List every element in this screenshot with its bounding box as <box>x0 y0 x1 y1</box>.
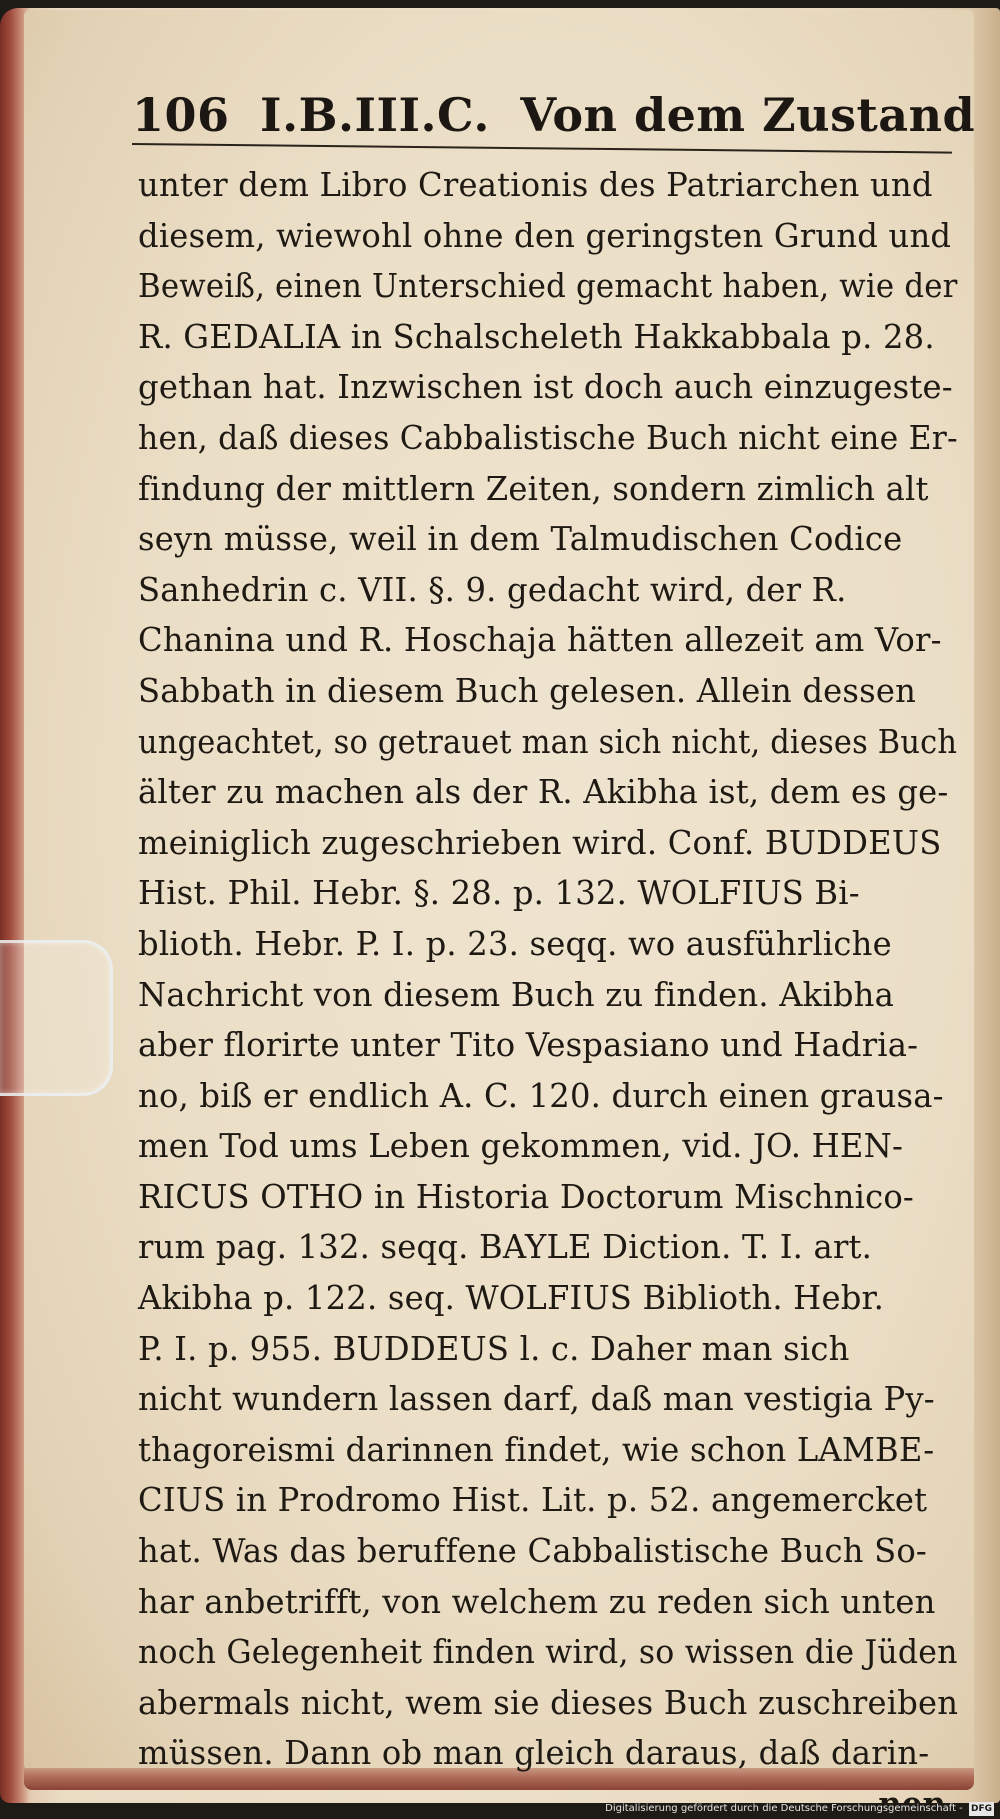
text-line: R. GEDALIA in Schalscheleth Hakkabbala p. 28. <box>138 316 935 356</box>
book-reference: I.B.III.C. <box>260 88 490 142</box>
text-line: hat. Was das beruffene Cabbalistische Buch So- <box>138 1531 928 1571</box>
text-line: no, biß er endlich A. C. 120. durch einen grausa- <box>138 1075 944 1115</box>
text-line: hen, daß dieses Cabbalistische Buch nicht eine Er- <box>138 417 958 457</box>
text-line: diesem, wiewohl ohne den geringsten Grund und <box>138 215 952 255</box>
text-line: älter zu machen als der R. Akibha ist, dem es ge- <box>138 772 949 812</box>
text-line: Sabbath in diesem Buch gelesen. Allein dessen <box>138 670 917 710</box>
credit-text: Digitalisierung gefördert durch die Deutsche Forschungsgemeinschaft - <box>605 1803 963 1814</box>
dfg-logo-icon: DFG <box>970 1804 992 1814</box>
text-line: Sanhedrin c. VII. §. 9. gedacht wird, der R. <box>138 569 847 609</box>
text-line: har anbetrifft, von welchem zu reden sich unten <box>138 1581 936 1621</box>
text-line: ungeachtet, so getrauet man sich nicht, dieses Buch <box>138 721 958 761</box>
text-line: seyn müsse, weil in dem Talmudischen Codice <box>138 519 903 559</box>
text-line: Nachricht von diesem Buch zu finden. Akibha <box>138 974 895 1014</box>
text-line: Chanina und R. Hoschaja hätten allezeit am Vor- <box>138 620 942 660</box>
body-text <box>138 160 978 1819</box>
text-line: nicht wundern lassen darf, daß man vestigia Py- <box>138 1379 935 1419</box>
text-line: rum pag. 132. seqq. BAYLE Diction. T. I. art. <box>138 1227 873 1267</box>
text-line: thagoreismi darinnen findet, wie schon LAMBE- <box>138 1429 935 1469</box>
running-title: Von dem Zustand <box>520 88 976 142</box>
text-line: Beweiß, einen Unterschied gemacht haben, wie der <box>138 266 958 306</box>
text-line: gethan hat. Inzwischen ist doch auch einzugeste- <box>138 367 953 407</box>
text-line: men Tod ums Leben gekommen, vid. JO. HEN- <box>138 1126 904 1166</box>
text-line: P. I. p. 955. BUDDEUS l. c. Daher man sich <box>138 1328 850 1368</box>
digitization-credit <box>605 1802 994 1816</box>
page-number: 106 <box>132 88 230 142</box>
text-line: abermals nicht, wem sie dieses Buch zuschreiben <box>138 1682 959 1722</box>
text-line: blioth. Hebr. P. I. p. 23. seqq. wo ausführliche <box>138 923 892 963</box>
text-line: aber florirte unter Tito Vespasiano und Hadria- <box>138 1025 919 1065</box>
text-line: Hist. Phil. Hebr. §. 28. p. 132. WOLFIUS Bi- <box>138 873 860 913</box>
page-clip-holder <box>0 940 113 1096</box>
text-line: RICUS OTHO in Historia Doctorum Mischnico- <box>138 1176 915 1216</box>
text-line: Akibha p. 122. seq. WOLFIUS Biblioth. Hebr. <box>138 1278 885 1318</box>
text-line: müssen. Dann ob man gleich daraus, daß darin- <box>138 1733 930 1773</box>
running-header <box>132 88 976 146</box>
text-line: CIUS in Prodromo Hist. Lit. p. 52. angemercket <box>138 1480 928 1520</box>
text-line: meiniglich zugeschrieben wird. Conf. BUDDEUS <box>138 822 942 862</box>
text-line: unter dem Libro Creationis des Patriarchen und <box>138 165 933 204</box>
text-line: findung der mittlern Zeiten, sondern zimlich alt <box>138 468 929 508</box>
catchword: nen <box>878 1784 947 1819</box>
text-line: noch Gelegenheit finden wird, so wissen die Jüden <box>138 1632 958 1672</box>
